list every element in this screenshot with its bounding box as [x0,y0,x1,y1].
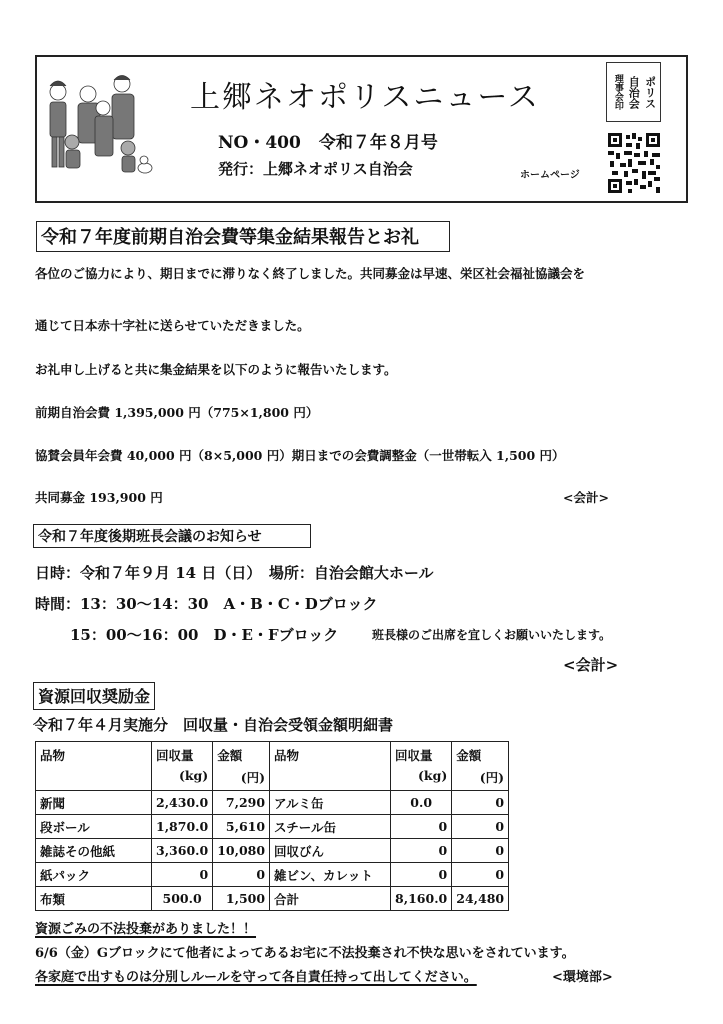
report-paragraph-line: 通じて日本赤十字社に送らせていただきました。 [35,318,310,333]
fee-item-sponsor: 協賛会員年会費 40,000 円（8×5,000 円）期日までの会費調整金（一世帯転入 1,500 円） [35,448,565,463]
column-header-amount: 金額 (円) [213,742,270,791]
dumping-notice-detail: 6/6（金）Gブロックにて他者によってあるお宅に不法投棄され不快な思いをされています。 [35,946,575,961]
meeting-attendance-note: 班長様のご出席を宜しくお願いいたします。 [372,628,612,642]
cell-amount: 0 [452,863,509,887]
publisher: 発行：上郷ネオポリス自治会 [218,160,413,178]
cell-item: 段ボール [36,815,152,839]
cell-item: 雑誌その他紙 [36,839,152,863]
cell-total-weight: 8,160.0 [391,887,452,911]
column-header-item: 品物 [36,742,152,791]
signature-accounting: <会計> [563,656,619,674]
cell-total-label: 合計 [270,887,391,911]
column-header-weight: 回収量 (kg) [391,742,452,791]
issue-number: NO・400 [218,133,301,153]
report-paragraph-line: お礼申し上げると共に集金結果を以下のように報告いたします。 [35,362,397,377]
table-row [36,791,509,815]
cell-weight: 3,360.0 [152,839,213,863]
cell-amount: 1,500 [213,887,270,911]
table-title: 令和７年４月実施分 回収量・自治会受領金額明細書 [33,716,394,734]
seal-column: ポリス [643,75,657,109]
cell-amount: 0 [452,791,509,815]
cell-weight: 0.0 [391,791,452,815]
seal-column: 自治会 [627,75,641,109]
cell-item: アルミ缶 [270,791,391,815]
table-row [36,863,509,887]
issue-info [218,128,456,153]
newsletter-title: 上郷ネオポリスニュース [190,80,540,115]
section-title-meeting-notice: 令和７年度後期班長会議のお知らせ [33,524,311,548]
signature-environment-dept: <環境部> [552,970,613,985]
cell-weight: 0 [391,815,452,839]
recycling-detail-table [35,741,509,911]
issue-date: 令和７年８月号 [318,133,438,153]
section-title-collection-report: 令和７年度前期自治会費等集金結果報告とお礼 [36,221,450,252]
cell-item: 新聞 [36,791,152,815]
cell-weight: 0 [391,839,452,863]
cell-total-amount: 24,480 [452,887,509,911]
cell-weight: 0 [391,863,452,887]
family-illustration [40,70,155,185]
column-header-weight: 回収量 (kg) [152,742,213,791]
cell-weight: 1,870.0 [152,815,213,839]
cell-amount: 0 [452,815,509,839]
cell-weight: 2,430.0 [152,791,213,815]
section-title-recycling-incentive: 資源回収奨励金 [33,682,155,710]
association-seal-icon [606,62,661,122]
table-row [36,839,509,863]
homepage-label: ホームページ [520,170,580,181]
table-row [36,815,509,839]
cell-item: 回収びん [270,839,391,863]
seal-column: 理事会印 [612,74,623,110]
cell-weight: 500.0 [152,887,213,911]
table-header-row [36,742,509,791]
cell-item: 紙パック [36,863,152,887]
cell-item: スチール缶 [270,815,391,839]
cell-amount: 5,610 [213,815,270,839]
cell-amount: 0 [213,863,270,887]
cell-item: 雑ビン、カレット [270,863,391,887]
table-row-total [36,887,509,911]
cell-amount: 10,080 [213,839,270,863]
cell-amount: 0 [452,839,509,863]
qr-code-icon[interactable] [608,133,660,193]
column-header-amount: 金額 (円) [452,742,509,791]
fee-item-community-chest: 共同募金 193,900 円 [35,490,163,505]
meeting-time-block-1: 時間：13：30〜14：30 A・B・C・Dブロック [35,595,378,613]
meeting-datetime-place: 日時：令和７年９月 14 日（日） 場所：自治会館大ホール [35,564,434,582]
cell-weight: 0 [152,863,213,887]
signature-accounting: <会計> [563,490,609,505]
cell-amount: 7,290 [213,791,270,815]
dumping-notice-request: 各家庭で出すものは分別しルールを守って各自責任持って出してください。 [35,970,477,985]
report-paragraph-line: 各位のご協力により、期日までに滞りなく終了しました。共同募金は早速、栄区社会福祉協議会を [35,266,586,281]
dumping-notice-headline: 資源ごみの不法投棄がありました！！ [35,922,257,937]
column-header-item: 品物 [270,742,391,791]
cell-item: 布類 [36,887,152,911]
meeting-time-block-2: 15：00〜16：00 D・E・Fブロック [70,626,339,644]
fee-item-membership: 前期自治会費 1,395,000 円（775×1,800 円） [35,405,319,420]
